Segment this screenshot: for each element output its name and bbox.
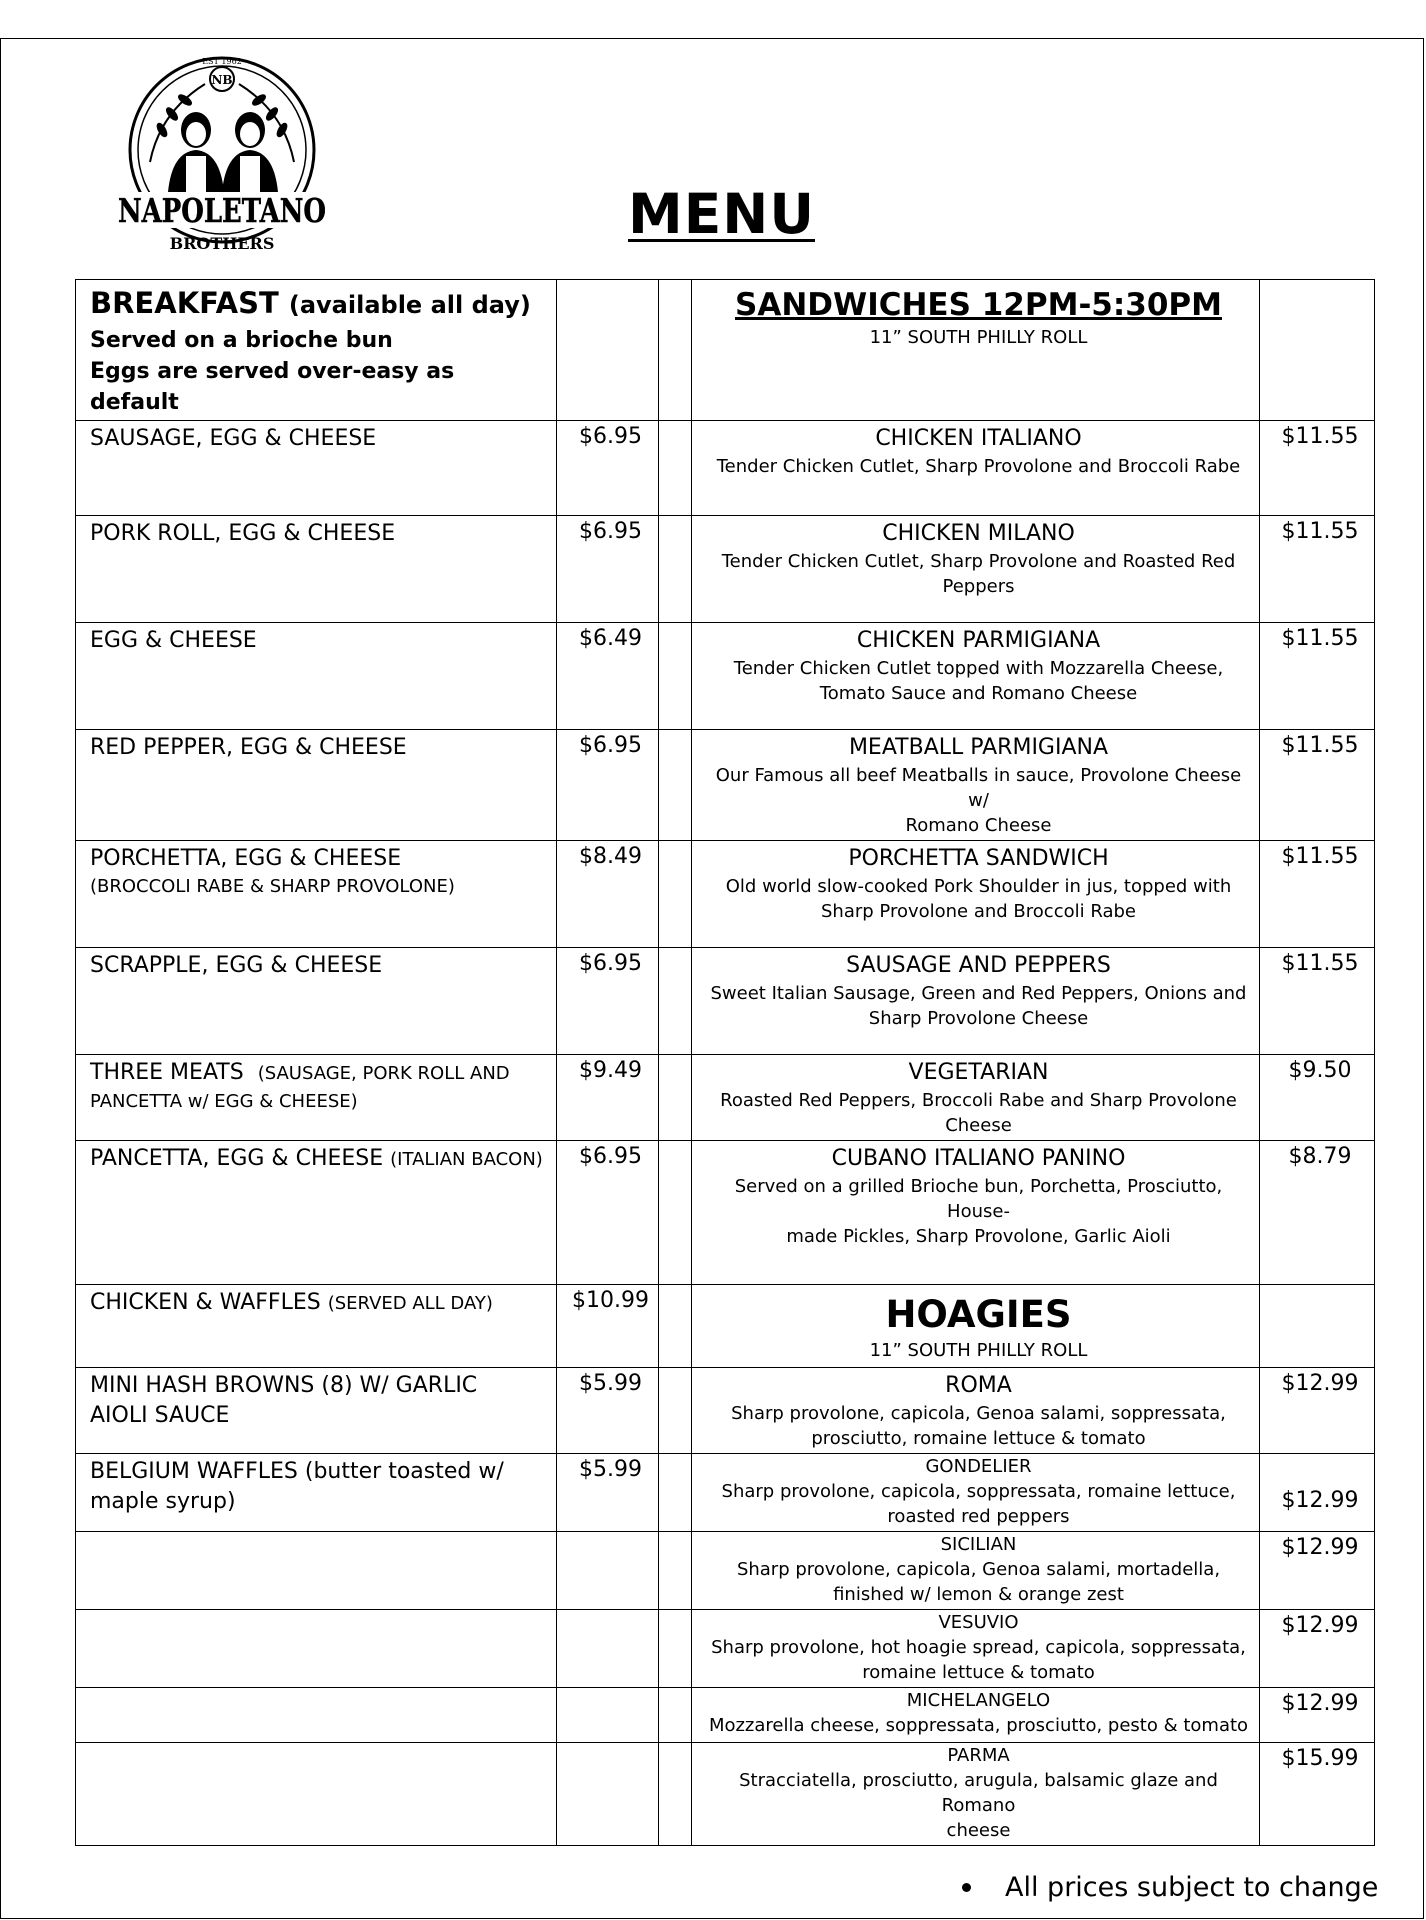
sandwich-name: CHICKEN MILANO bbox=[882, 521, 1075, 546]
napoletano-brothers-logo bbox=[110, 52, 335, 262]
hoagie-name: MICHELANGELO bbox=[906, 1690, 1051, 1711]
hoagie-price: $12.99 bbox=[1260, 1532, 1375, 1610]
svg-text:NAPOLETANO: NAPOLETANO bbox=[118, 191, 326, 230]
sandwich-price: $11.55 bbox=[1260, 623, 1375, 730]
breakfast-item-name: THREE MEATS (SAUSAGE, PORK ROLL AND bbox=[90, 1060, 510, 1085]
breakfast-item-name: MINI HASH BROWNS (8) W/ GARLIC bbox=[90, 1373, 478, 1398]
breakfast-item-price: $6.95 bbox=[557, 948, 659, 1055]
breakfast-item-price: $9.49 bbox=[557, 1055, 659, 1141]
table-row: PANCETTA, EGG & CHEESE (ITALIAN BACON) $6.95 CUBANO ITALIANO PANINO Served on a grilled Brioche bun, Porchetta, Prosciutto, House- made Pickles, Sharp Provolone, Garlic Aioli $8.79 bbox=[76, 1141, 1375, 1285]
breakfast-item-price: $6.95 bbox=[557, 421, 659, 516]
sandwich-price: $9.50 bbox=[1260, 1055, 1375, 1141]
breakfast-item-price: $8.49 bbox=[557, 841, 659, 948]
table-row: THREE MEATS (SAUSAGE, PORK ROLL AND PANCETTA w/ EGG & CHEESE) $9.49 VEGETARIAN Roasted Red Peppers, Broccoli Rabe and Sharp Provolone Cheese $9.50 bbox=[76, 1055, 1375, 1141]
svg-text:NB: NB bbox=[211, 73, 233, 87]
table-row: MINI HASH BROWNS (8) W/ GARLIC AIOLI SAUCE $5.99 ROMA Sharp provolone, capicola, Genoa salami, soppressata, prosciutto, romaine lettuce & tomato $12.99 bbox=[76, 1368, 1375, 1454]
breakfast-item-name: BELGIUM WAFFLES (butter toasted w/ bbox=[90, 1459, 504, 1484]
table-row: PORK ROLL, EGG & CHEESE $6.95 CHICKEN MILANO Tender Chicken Cutlet, Sharp Provolone and Roasted Red Peppers $11.55 bbox=[76, 516, 1375, 623]
breakfast-item-price: $6.95 bbox=[557, 1141, 659, 1285]
footer-note-text: All prices subject to change bbox=[1005, 1872, 1379, 1903]
bullet-icon bbox=[962, 1883, 971, 1892]
table-row bbox=[76, 421, 1375, 516]
breakfast-item-price: $5.99 bbox=[557, 1454, 659, 1532]
breakfast-item-price: $5.99 bbox=[557, 1368, 659, 1454]
breakfast-item-name: CHICKEN & WAFFLES (SERVED ALL DAY) bbox=[90, 1290, 493, 1315]
page-title: MENU bbox=[628, 182, 815, 246]
sandwich-name: PORCHETTA SANDWICH bbox=[848, 846, 1109, 871]
sandwich-name: SAUSAGE AND PEPPERS bbox=[846, 953, 1111, 978]
table-row bbox=[76, 1285, 1375, 1368]
breakfast-item-name: SCRAPPLE, EGG & CHEESE bbox=[90, 953, 383, 978]
sandwich-desc: Tender Chicken Cutlet, Sharp Provolone and Broccoli Rabe bbox=[716, 456, 1241, 477]
table-row bbox=[76, 280, 1375, 421]
breakfast-item-price: $10.99 bbox=[557, 1285, 659, 1368]
table-row: PARMA Stracciatella, prosciutto, arugula, balsamic glaze and Romano cheese $15.99 bbox=[76, 1743, 1375, 1846]
sandwich-price: $8.79 bbox=[1260, 1141, 1375, 1285]
menu-table bbox=[75, 279, 1375, 1846]
hoagie-name: VESUVIO bbox=[938, 1612, 1019, 1633]
sandwiches-header: SANDWICHES 12PM-5:30PM 11” SOUTH PHILLY ROLL bbox=[692, 280, 1260, 421]
table-row: BELGIUM WAFFLES (butter toasted w/ maple syrup) $5.99 GONDELIER Sharp provolone, capicola, soppressata, romaine lettuce, roasted red peppers $12.99 bbox=[76, 1454, 1375, 1532]
hoagie-name: SICILIAN bbox=[940, 1534, 1017, 1555]
sandwich-price: $11.55 bbox=[1260, 730, 1375, 841]
table-row: RED PEPPER, EGG & CHEESE $6.95 MEATBALL PARMIGIANA Our Famous all beef Meatballs in sauce, Provolone Cheese w/ Romano Cheese $11.55 bbox=[76, 730, 1375, 841]
breakfast-item-name: PORK ROLL, EGG & CHEESE bbox=[90, 521, 396, 546]
hoagie-name: GONDELIER bbox=[925, 1456, 1032, 1477]
sandwich-price: $11.55 bbox=[1260, 421, 1375, 516]
table-row: SICILIAN Sharp provolone, capicola, Genoa salami, mortadella, finished w/ lemon & orange zest $12.99 bbox=[76, 1532, 1375, 1610]
hoagie-price: $12.99 bbox=[1260, 1688, 1375, 1743]
breakfast-item-name: RED PEPPER, EGG & CHEESE bbox=[90, 735, 407, 760]
table-row: VESUVIO Sharp provolone, hot hoagie spread, capicola, soppressata, romaine lettuce & tomato $12.99 bbox=[76, 1610, 1375, 1688]
hoagie-name: ROMA bbox=[945, 1373, 1012, 1398]
breakfast-header: BREAKFAST (available all day) Served on a brioche bun Eggs are served over-easy as default bbox=[76, 280, 557, 421]
hoagies-header: HOAGIES 11” SOUTH PHILLY ROLL bbox=[692, 1285, 1260, 1368]
svg-text:BROTHERS: BROTHERS bbox=[169, 234, 275, 253]
breakfast-item-name: PORCHETTA, EGG & CHEESE bbox=[90, 846, 402, 871]
sandwich-name: CHICKEN ITALIANO bbox=[875, 426, 1082, 451]
hoagie-price: $15.99 bbox=[1260, 1743, 1375, 1846]
breakfast-item-note: (BROCCOLI RABE & SHARP PROVOLONE) bbox=[90, 876, 455, 897]
breakfast-item-name: PANCETTA, EGG & CHEESE (ITALIAN BACON) bbox=[90, 1146, 543, 1171]
breakfast-item-price: $6.49 bbox=[557, 623, 659, 730]
breakfast-item-name: SAUSAGE, EGG & CHEESE bbox=[90, 426, 377, 451]
breakfast-item-price: $6.95 bbox=[557, 516, 659, 623]
table-row: SCRAPPLE, EGG & CHEESE $6.95 SAUSAGE AND PEPPERS Sweet Italian Sausage, Green and Red Peppers, Onions and Sharp Provolone Cheese $11.55 bbox=[76, 948, 1375, 1055]
hoagie-price: $12.99 bbox=[1260, 1368, 1375, 1454]
sandwich-price: $11.55 bbox=[1260, 516, 1375, 623]
breakfast-item-price: $6.95 bbox=[557, 730, 659, 841]
sandwich-name: MEATBALL PARMIGIANA bbox=[848, 735, 1109, 760]
sandwich-price: $11.55 bbox=[1260, 841, 1375, 948]
table-row: MICHELANGELO Mozzarella cheese, soppressata, prosciutto, pesto & tomato $12.99 bbox=[76, 1688, 1375, 1743]
table-row: PORCHETTA, EGG & CHEESE (BROCCOLI RABE & SHARP PROVOLONE) $8.49 PORCHETTA SANDWICH Old world slow-cooked Pork Shoulder in jus, topped with Sharp Provolone and Broccoli Rabe $11.55 bbox=[76, 841, 1375, 948]
sandwich-name: CUBANO ITALIANO PANINO bbox=[831, 1146, 1126, 1171]
footer-note bbox=[962, 1872, 1378, 1903]
sandwich-name: VEGETARIAN bbox=[908, 1060, 1049, 1085]
sandwich-price: $11.55 bbox=[1260, 948, 1375, 1055]
hoagie-price: $12.99 bbox=[1260, 1610, 1375, 1688]
svg-text:EST 1962: EST 1962 bbox=[202, 57, 242, 66]
sandwich-name: CHICKEN PARMIGIANA bbox=[856, 628, 1101, 653]
breakfast-item-name: EGG & CHEESE bbox=[90, 628, 257, 653]
hoagie-price: $12.99 bbox=[1260, 1454, 1375, 1532]
hoagie-name: PARMA bbox=[947, 1745, 1010, 1766]
table-row: EGG & CHEESE $6.49 CHICKEN PARMIGIANA Tender Chicken Cutlet topped with Mozzarella Cheese, Tomato Sauce and Romano Cheese $11.55 bbox=[76, 623, 1375, 730]
